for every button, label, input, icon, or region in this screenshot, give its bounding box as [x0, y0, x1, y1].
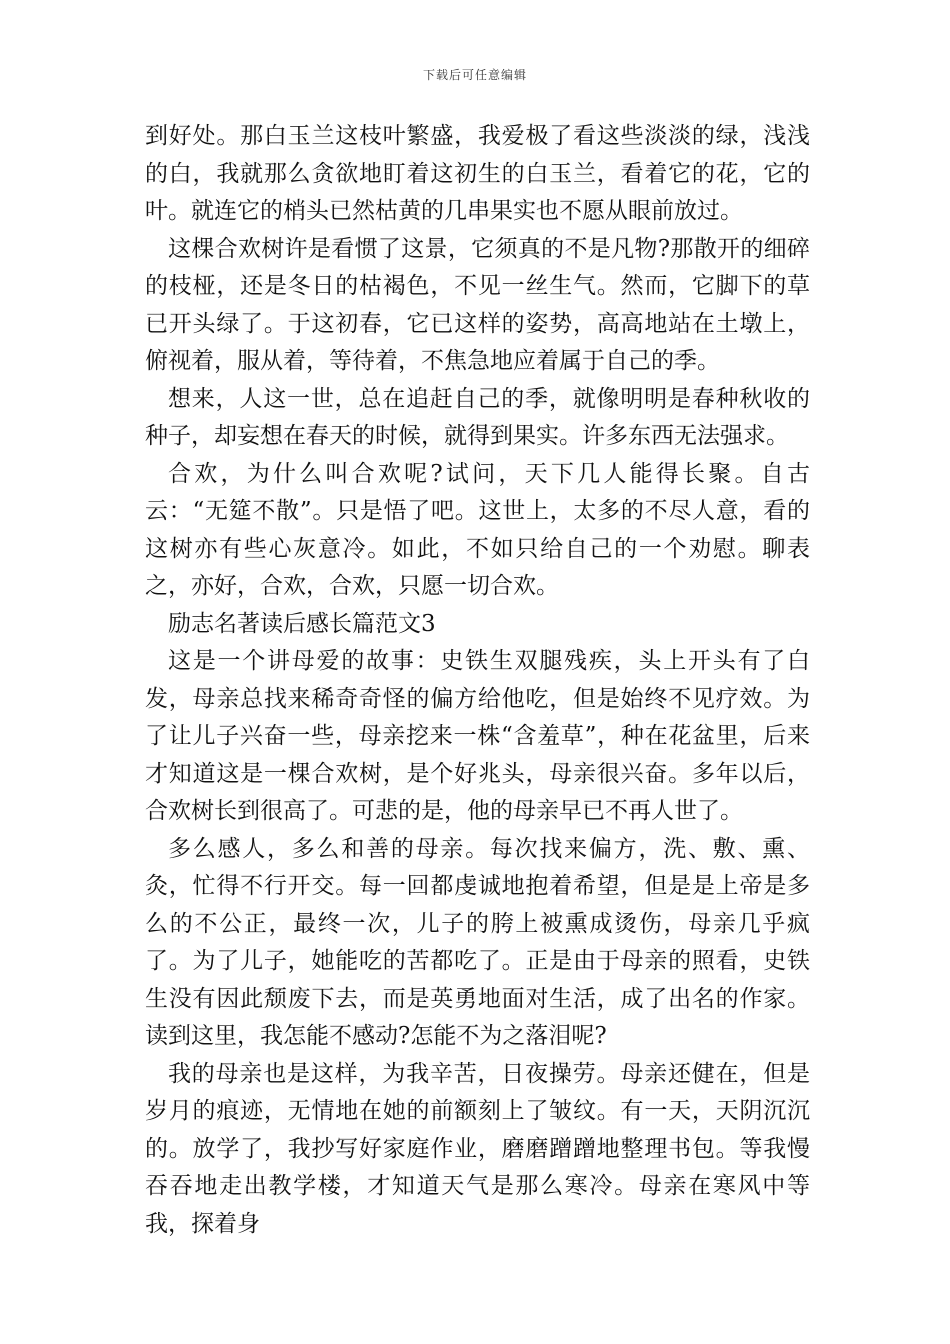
paragraph-2: 这棵合欢树许是看惯了这景，它须真的不是凡物?那散开的细碎的枝桠，还是冬日的枯褐色，不见一丝生气。然而，它脚下的草已开头绿了。于这初春，它已这样的姿势，高高地站在土墩上，俯视着，服从着，等待着，不焦急地应着属于自己的季。: [145, 235, 810, 374]
page-header-note: 下载后可任意编辑: [422, 68, 527, 82]
paragraph-5: 这是一个讲母爱的故事：史铁生双腿残疾，头上开头有了白发，母亲总找来稀奇奇怪的偏方给他吃，但是始终不见疗效。为了让儿子兴奋一些，母亲挖来一株“含羞草”，种在花盆里，后来才知道这是一棵合欢树，是个好兆头，母亲很兴奋。多年以后，合欢树长到很高了。可悲的是，他的母亲早已不再人世了。: [145, 648, 810, 824]
paragraph-1: 到好处。那白玉兰这枝叶繁盛，我爱极了看这些淡淡的绿，浅浅的白，我就那么贪欲地盯着这初生的白玉兰，看着它的花，它的叶。就连它的梢头已然枯黄的几串果实也不愿从眼前放过。: [145, 123, 810, 224]
paragraph-6: 多么感人，多么和善的母亲。每次找来偏方，洗、敷、熏、灸，忙得不行开交。每一回都虔诚地抱着希望，但是是上帝是多么的不公正，最终一次，儿子的胯上被熏成烫伤，母亲几乎疯了。为了儿子，她能吃的苦都吃了。正是由于母亲的照看，史铁生没有因此颓废下去，而是英勇地面对生活，成了出名的作家。读到这里，我怎能不感动?怎能不为之落泪呢?: [145, 835, 810, 1049]
paragraph-3: 想来，人这一世，总在追赶自己的季，就像明明是春种秋收的种子，却妄想在春天的时候，就得到果实。许多东西无法强求。: [145, 385, 810, 449]
document-body: [145, 118, 810, 1243]
paragraph-7: 我的母亲也是这样，为我辛苦，日夜操劳。母亲还健在，但是岁月的痕迹，无情地在她的前额刻上了皱纹。有一天，天阴沉沉的。放学了，我抄写好家庭作业，磨磨蹭蹭地整理书包。等我慢吞吞地走出教学楼，才知道天气是那么寒冷。母亲在寒风中等我，探着身: [145, 1060, 810, 1237]
section-heading: 励志名著读后感长篇范文3: [168, 610, 436, 637]
paragraph-4: 合欢，为什么叫合欢呢?试问，天下几人能得长聚。自古云：“无筵不散”。只是悟了吧。这世上，太多的不尽人意，看的这树亦有些心灰意冷。如此，不如只给自己的一个劝慰。聊表之，亦好，合欢，合欢，只愿一切合欢。: [145, 460, 810, 599]
